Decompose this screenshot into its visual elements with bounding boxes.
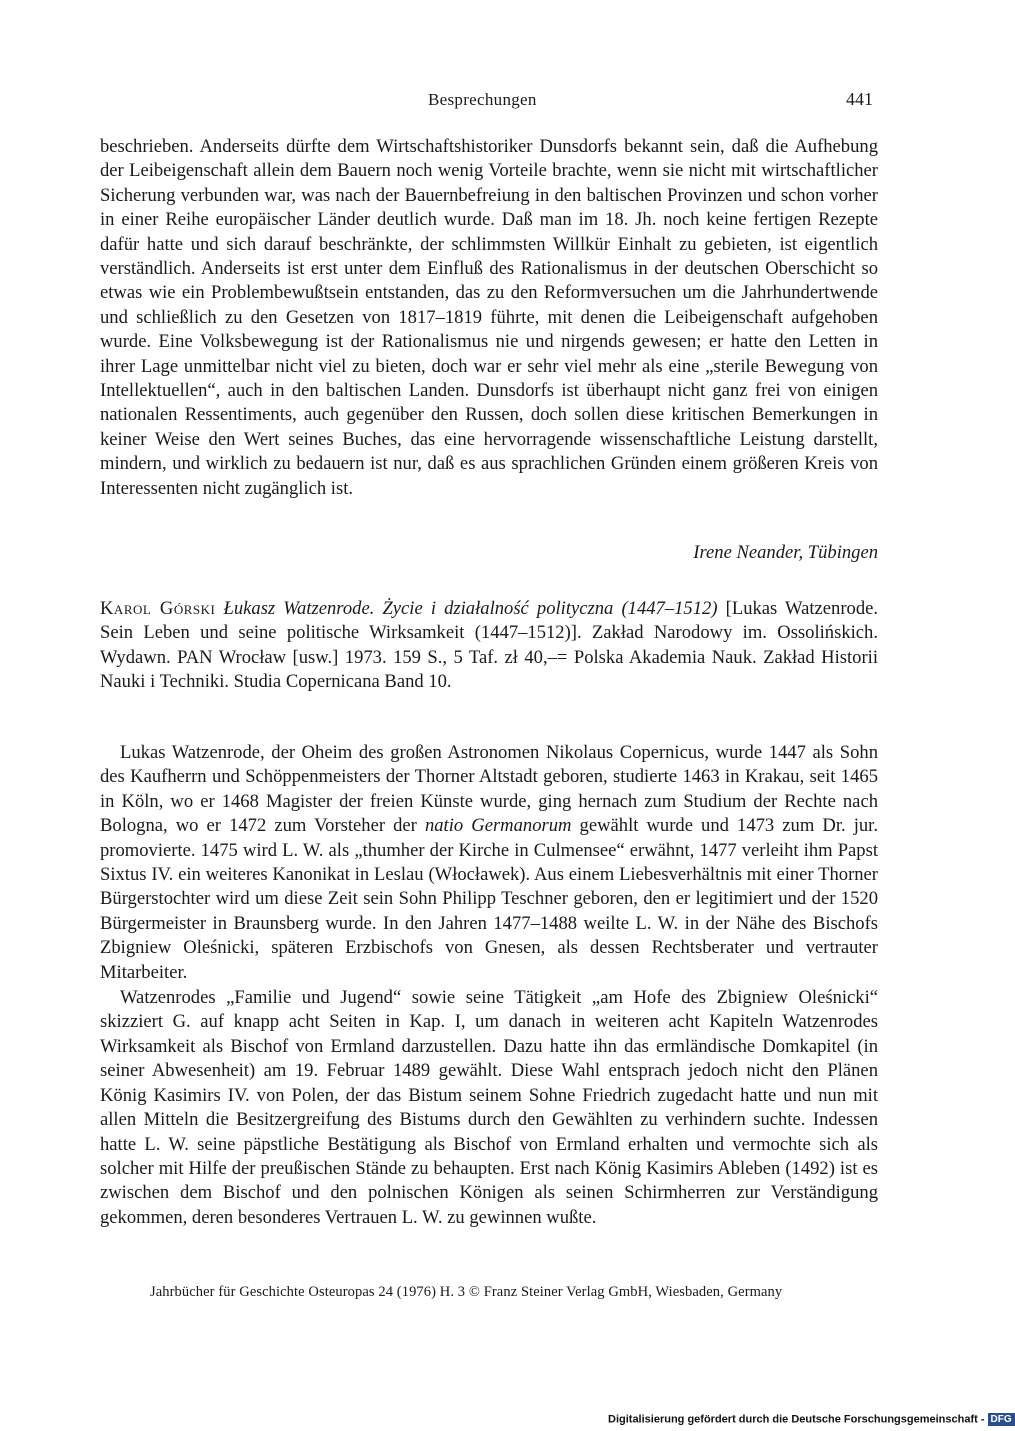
review-two-paragraph-2: Watzenrodes „Familie und Jugend“ sowie seine Tätigkeit „am Hofe des Zbigniew Oleśnicki“ skizziert G. auf knapp acht Seiten in Kap. I, um danach in weiteren acht Kapiteln Watzenrodes Wirksamkeit als Bischof von Ermland darzustellen. Dazu hatte ihn das ermländische Domkapitel (in seiner Abwesenheit) am 19. Februar 1489 gewählt. Diese Wahl entsprach jedoch nicht den Plänen König Kasimirs IV. von Polen, der das Bistum seinem Sohne Friedrich zugedacht hatte und nun mit allen Mitteln die Besitzergreifung des Bistums durch den Gewählten zu verhindern suchte. Indessen hatte L. W. seine päpstliche Bestätigung als Bischof von Ermland erhalten und vermochte sich als solcher mit Hilfe der preußischen Stände zu behaupten. Erst nach König Kasimirs Ableben (1492) ist es zwischen dem Bischof und den polnischen Königen als seinen Schirmherren zur Verständigung gekommen, deren besonderes Vertrauen L. W. zu gewinnen wußte. [100, 987, 878, 1228]
latin-term: natio Germanorum [424, 815, 572, 837]
review-two-body [100, 741, 878, 1230]
book-title: Łukasz Watzenrode. Życie i działalność polityczna (1447–1512) [223, 598, 718, 619]
review-one-paragraph: beschrieben. Anderseits dürfte dem Wirtschaftshistoriker Dunsdorfs bekannt sein, daß die Aufhebung der Leibeigenschaft allein dem Bauern noch wenig Vorteile brachte, wenn sie nicht mit wirtschaftlicher Sicherung verbunden war, was nach der Bauernbefreiung in den baltischen Provinzen und schon vorher in einer Reihe europäischer Länder deutlich wurde. Daß man im 18. Jh. noch keine fertigen Rezepte dafür hatte und sich darauf beschränkte, der schlimmsten Willkür Einhalt zu gebieten, ist eigentlich verständlich. Anderseits ist erst unter dem Einfluß des Rationalismus in der deutschen Oberschicht so etwas wie ein Problembewußtsein entstanden, das zu den Reformversuchen um die Jahrhundertwende und schließlich zu den Gesetzen von 1817–1819 führte, mit denen die Leibeigenschaft aufgehoben wurde. Eine Volksbewegung ist der Rationalismus nie und nirgends gewesen; er hatte den Letten in ihrer Lage unmittelbar nicht viel zu bieten, doch war er sehr viel mehr als eine „sterile Bewegung von Intellektuellen“, auch in den baltischen Landen. Dunsdorfs ist überhaupt nicht ganz frei von einigen nationalen Ressentiments, auch gegenüber den Russen, doch sollen diese kritischen Bemerkungen in keiner Weise den Wert seines Buches, das eine hervorragende wissenschaftliche Leistung darstellt, mindern, und wirklich zu bedauern ist nur, daß es aus sprachlichen Gründen einem größeren Kreis von Interessenten nicht zugänglich ist. [100, 136, 878, 499]
book-author: Karol Górski [100, 598, 216, 619]
bibliographic-entry [100, 597, 878, 695]
review-two-paragraph-1 [100, 741, 878, 985]
digitization-notice [608, 1413, 1015, 1426]
dfg-logo-icon: DFG [988, 1413, 1015, 1426]
book-details: [Lukas Watzenrode. Sein Leben und seine politische Wirksamkeit (1447–1512)]. Zakład Narodowy im. Ossolińskich. Wydawn. PAN Wrocław [usw.] 1973. 159 S., 5 Taf. zł 40,–= Polska Akademia Nauk. Zakład Historii Nauki i Techniki. Studia Copernicana Band 10. [100, 598, 879, 693]
paragraph-text: Lukas Watzenrode, der Oheim des großen Astronomen Nikolaus Copernicus, wurde 1447 als Sohn des Kaufherrn und Schöppenmeisters der Thorner Altstadt geboren, studierte 1463 in Krakau, seit 1465 in Köln, wo er 1468 Magister der freien Künste wurde, ging hernach zum Studium der Rechte nach Bologna, wo er 1472 zum Vorsteher der [100, 742, 878, 837]
page-number: 441 [846, 89, 873, 109]
journal-credit-line: Jahrbücher für Geschichte Osteuropas 24 (1976) H. 3 © Franz Steiner Verlag GmbH, Wiesbaden, Germany [150, 1284, 783, 1300]
digitization-text: Digitalisierung gefördert durch die Deutsche Forschungsgemeinschaft - [608, 1413, 985, 1426]
review-one-body [100, 135, 878, 501]
running-head: Besprechungen [428, 90, 537, 109]
reviewer-signature: Irene Neander, Tübingen [693, 542, 878, 563]
paragraph-text: gewählt wurde und 1473 zum Dr. jur. promovierte. 1475 wird L. W. als „thumher der Kirche in Culmensee“ erwähnt, 1477 verleiht ihm Papst Sixtus IV. ein weiteres Kanonikat in Leslau (Włocławek). Aus einem Liebesverhältnis mit einer Thorner Bürgerstochter wird um diese Zeit sein Sohn Philipp Teschner geboren, den er legitimiert und der 1520 Bürgermeister in Braunsberg wurde. In den Jahren 1477–1488 weilte L. W. in der Nähe des Bischofs Zbigniew Oleśnicki, späteren Erzbischofs von Gnesen, als dessen Rechtsberater und vertrauter Mitarbeiter. [100, 815, 878, 983]
